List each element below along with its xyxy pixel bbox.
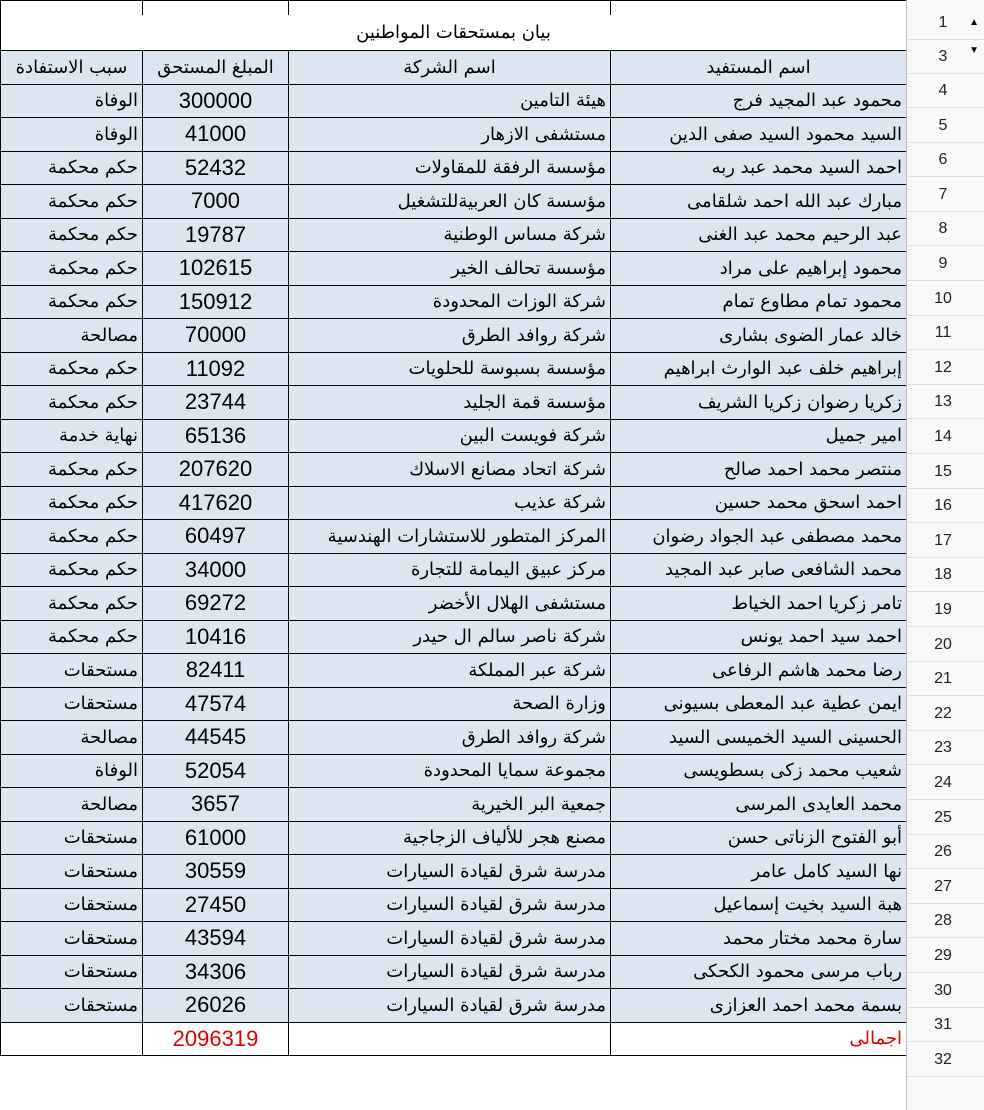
cell-amount[interactable]: 7000 bbox=[143, 185, 289, 219]
table-row bbox=[1, 754, 907, 788]
cell-name[interactable]: الحسينى السيد الخميسى السيد bbox=[611, 721, 907, 755]
cell-reason[interactable]: حكم محكمة bbox=[1, 587, 143, 621]
cell-name[interactable]: ايمن عطية عبد المعطى بسيونى bbox=[611, 687, 907, 721]
cell-company[interactable]: مركز عبيق اليمامة للتجارة bbox=[289, 553, 611, 587]
sheet-title[interactable]: بيان بمستحقات المواطنين bbox=[1, 15, 907, 51]
table-row bbox=[1, 721, 907, 755]
cell-reason[interactable]: حكم محكمة bbox=[1, 218, 143, 252]
cell-company[interactable]: هيئة التامين bbox=[289, 84, 611, 118]
row-number[interactable]: 19 bbox=[907, 593, 984, 627]
table-row bbox=[1, 118, 907, 152]
cell-company[interactable]: مستشفى الهلال الأخضر bbox=[289, 587, 611, 621]
table-row bbox=[1, 84, 907, 118]
cell-reason[interactable]: حكم محكمة bbox=[1, 520, 143, 554]
table-row bbox=[1, 453, 907, 487]
cell-name[interactable]: محمد مصطفى عبد الجواد رضوان bbox=[611, 520, 907, 554]
cell-name[interactable]: منتصر محمد احمد صالح bbox=[611, 453, 907, 487]
collapse-down-icon[interactable]: ▼ bbox=[969, 45, 979, 56]
cell-name[interactable]: رباب مرسى محمود الكحكى bbox=[611, 955, 907, 989]
table-row bbox=[1, 285, 907, 319]
cell-name[interactable]: محمد العايدى المرسى bbox=[611, 788, 907, 822]
cell-reason[interactable]: مستحقات bbox=[1, 888, 143, 922]
cell-name[interactable]: احمد السيد محمد عبد ربه bbox=[611, 151, 907, 185]
row-number[interactable]: 21 bbox=[907, 662, 984, 696]
cell-amount[interactable]: 19787 bbox=[143, 218, 289, 252]
cell-reason[interactable]: مستحقات bbox=[1, 989, 143, 1023]
cell-company[interactable]: وزارة الصحة bbox=[289, 687, 611, 721]
table-row bbox=[1, 687, 907, 721]
cell-amount[interactable]: 60497 bbox=[143, 520, 289, 554]
row-number[interactable]: 25 bbox=[907, 801, 984, 835]
cell-company[interactable]: مستشفى الازهار bbox=[289, 118, 611, 152]
cell-company[interactable]: شركة ناصر سالم ال حيدر bbox=[289, 620, 611, 654]
cell-amount[interactable]: 11092 bbox=[143, 352, 289, 386]
cell-amount[interactable]: 10416 bbox=[143, 620, 289, 654]
cell-amount[interactable]: 47574 bbox=[143, 687, 289, 721]
cell-amount[interactable]: 26026 bbox=[143, 989, 289, 1023]
row-number[interactable]: 16 bbox=[907, 489, 984, 523]
cell-company[interactable]: مدرسة شرق لقيادة السيارات bbox=[289, 989, 611, 1023]
cell-amount[interactable]: 52054 bbox=[143, 754, 289, 788]
cell-reason[interactable]: مستحقات bbox=[1, 922, 143, 956]
title-row bbox=[1, 15, 907, 51]
total-row bbox=[1, 1022, 907, 1056]
header-row bbox=[1, 51, 907, 85]
cell-reason[interactable]: مصالحة bbox=[1, 721, 143, 755]
header-company[interactable]: اسم الشركة bbox=[289, 51, 611, 85]
cell-name[interactable]: احمد سيد احمد يونس bbox=[611, 620, 907, 654]
row-number[interactable]: 15 bbox=[907, 455, 984, 489]
cell-reason[interactable]: مصالحة bbox=[1, 788, 143, 822]
cell-company[interactable]: مؤسسة تحالف الخير bbox=[289, 252, 611, 286]
cell-reason[interactable]: الوفاة bbox=[1, 84, 143, 118]
cell-company[interactable]: شركة عبر المملكة bbox=[289, 654, 611, 688]
cell-company[interactable]: مؤسسة قمة الجليد bbox=[289, 386, 611, 420]
cell-name[interactable]: خالد عمار الضوى بشارى bbox=[611, 319, 907, 353]
table-row bbox=[1, 620, 907, 654]
table-row bbox=[1, 989, 907, 1023]
row-number[interactable]: 10 bbox=[907, 282, 984, 316]
cell-name[interactable]: هبة السيد بخيت إسماعيل bbox=[611, 888, 907, 922]
cell-company[interactable]: مدرسة شرق لقيادة السيارات bbox=[289, 855, 611, 889]
cell-reason[interactable]: مستحقات bbox=[1, 687, 143, 721]
cell-company[interactable]: شركة روافد الطرق bbox=[289, 721, 611, 755]
cell-amount[interactable]: 34000 bbox=[143, 553, 289, 587]
row-number[interactable]: 23 bbox=[907, 731, 984, 765]
table-row bbox=[1, 319, 907, 353]
collapse-up-icon[interactable]: ▲ bbox=[969, 17, 979, 28]
cell-company[interactable]: شركة عذيب bbox=[289, 486, 611, 520]
table-row bbox=[1, 654, 907, 688]
cell-amount[interactable]: 65136 bbox=[143, 419, 289, 453]
cell-amount[interactable]: 23744 bbox=[143, 386, 289, 420]
row-number[interactable]: 12 bbox=[907, 351, 984, 385]
cell-total-company[interactable] bbox=[289, 1022, 611, 1056]
cell-reason[interactable]: نهاية خدمة bbox=[1, 419, 143, 453]
top-partial-row bbox=[1, 1, 907, 15]
cell-amount[interactable]: 27450 bbox=[143, 888, 289, 922]
cell-amount[interactable]: 300000 bbox=[143, 84, 289, 118]
cell-amount[interactable]: 61000 bbox=[143, 821, 289, 855]
cell-total-reason[interactable] bbox=[1, 1022, 143, 1056]
cell-company[interactable]: مجموعة سمايا المحدودة bbox=[289, 754, 611, 788]
cell-amount[interactable]: 102615 bbox=[143, 252, 289, 286]
cell-amount[interactable]: 30559 bbox=[143, 855, 289, 889]
row-number[interactable]: 31 bbox=[907, 1008, 984, 1042]
cell-amount[interactable]: 34306 bbox=[143, 955, 289, 989]
cell-reason[interactable]: حكم محكمة bbox=[1, 151, 143, 185]
cell-name[interactable]: عبد الرحيم محمد عبد الغنى bbox=[611, 218, 907, 252]
row-number[interactable]: 20 bbox=[907, 628, 984, 662]
cell-reason[interactable]: حكم محكمة bbox=[1, 453, 143, 487]
header-reason[interactable]: سبب الاستفادة bbox=[1, 51, 143, 85]
row-number[interactable]: 18 bbox=[907, 558, 984, 592]
cell-reason[interactable]: حكم محكمة bbox=[1, 486, 143, 520]
row-number[interactable]: 32 bbox=[907, 1043, 984, 1077]
cell-name[interactable]: محمود عبد المجيد فرج bbox=[611, 84, 907, 118]
cell-amount[interactable]: 3657 bbox=[143, 788, 289, 822]
cell-name[interactable]: زكريا رضوان زكريا الشريف bbox=[611, 386, 907, 420]
table-row bbox=[1, 955, 907, 989]
cell-name[interactable]: رضا محمد هاشم الرفاعى bbox=[611, 654, 907, 688]
cell-company[interactable]: مدرسة شرق لقيادة السيارات bbox=[289, 955, 611, 989]
row-number[interactable]: 7 bbox=[907, 178, 984, 212]
cell-amount[interactable]: 43594 bbox=[143, 922, 289, 956]
cell-reason[interactable]: حكم محكمة bbox=[1, 553, 143, 587]
row-number[interactable]: 3 ▼ bbox=[907, 40, 984, 74]
cell-amount[interactable]: 44545 bbox=[143, 721, 289, 755]
cell-amount[interactable]: 82411 bbox=[143, 654, 289, 688]
row-number[interactable]: 30 bbox=[907, 974, 984, 1008]
table-row bbox=[1, 821, 907, 855]
total-label[interactable]: اجمالى bbox=[611, 1022, 907, 1056]
cell-company[interactable]: شركة روافد الطرق bbox=[289, 319, 611, 353]
cell-reason[interactable]: حكم محكمة bbox=[1, 185, 143, 219]
table-row bbox=[1, 352, 907, 386]
cell-company[interactable]: مؤسسة كان العربيةللتشغيل bbox=[289, 185, 611, 219]
total-amount[interactable]: 2096319 bbox=[143, 1022, 289, 1056]
table-row bbox=[1, 419, 907, 453]
table-row bbox=[1, 185, 907, 219]
cell-company[interactable]: مصنع هجر للألياف الزجاجية bbox=[289, 821, 611, 855]
cell-name[interactable]: محمد الشافعى صابر عبد المجيد bbox=[611, 553, 907, 587]
cell-name[interactable]: بسمة محمد احمد العزازى bbox=[611, 989, 907, 1023]
cell-company[interactable]: شركة الوزات المحدودة bbox=[289, 285, 611, 319]
table-row bbox=[1, 218, 907, 252]
cell-reason[interactable]: حكم محكمة bbox=[1, 386, 143, 420]
cell-amount[interactable]: 70000 bbox=[143, 319, 289, 353]
cell-amount[interactable]: 41000 bbox=[143, 118, 289, 152]
row-number[interactable]: 27 bbox=[907, 870, 984, 904]
row-number[interactable]: 22 bbox=[907, 697, 984, 731]
table-row bbox=[1, 587, 907, 621]
cell-company[interactable]: مدرسة شرق لقيادة السيارات bbox=[289, 888, 611, 922]
cell-reason[interactable]: حكم محكمة bbox=[1, 252, 143, 286]
row-number[interactable]: 29 bbox=[907, 939, 984, 973]
cell-reason[interactable]: الوفاة bbox=[1, 118, 143, 152]
row-number[interactable]: 14 bbox=[907, 420, 984, 454]
row-number[interactable]: 28 bbox=[907, 904, 984, 938]
cell-company[interactable]: مدرسة شرق لقيادة السيارات bbox=[289, 922, 611, 956]
cell-name[interactable]: تامر زكريا احمد الخياط bbox=[611, 587, 907, 621]
row-number[interactable]: 8 bbox=[907, 212, 984, 246]
row-number[interactable]: 4 bbox=[907, 74, 984, 108]
row-number[interactable]: 13 bbox=[907, 385, 984, 419]
cell-name[interactable]: شعيب محمد زكى بسطويسى bbox=[611, 754, 907, 788]
row-number[interactable]: 6 bbox=[907, 143, 984, 177]
cell-name[interactable]: إبراهيم خلف عبد الوارث ابراهيم bbox=[611, 352, 907, 386]
table-row bbox=[1, 520, 907, 554]
cell-company[interactable]: شركة مساس الوطنية bbox=[289, 218, 611, 252]
table-row bbox=[1, 486, 907, 520]
row-number-gutter bbox=[906, 0, 984, 1110]
table-row bbox=[1, 922, 907, 956]
cell-name[interactable]: السيد محمود السيد صفى الدين bbox=[611, 118, 907, 152]
cell-company[interactable]: مؤسسة الرفقة للمقاولات bbox=[289, 151, 611, 185]
cell-company[interactable]: مؤسسة بسبوسة للحلويات bbox=[289, 352, 611, 386]
cell-reason[interactable]: مستحقات bbox=[1, 821, 143, 855]
cell-reason[interactable]: حكم محكمة bbox=[1, 620, 143, 654]
cell-amount[interactable]: 417620 bbox=[143, 486, 289, 520]
cell-name[interactable]: احمد اسحق محمد حسين bbox=[611, 486, 907, 520]
row-number[interactable]: 11 bbox=[907, 316, 984, 350]
cell-reason[interactable]: حكم محكمة bbox=[1, 285, 143, 319]
cell-company[interactable]: المركز المتطور للاستشارات الهندسية bbox=[289, 520, 611, 554]
row-number[interactable]: 26 bbox=[907, 835, 984, 869]
cell-name[interactable]: محمود إبراهيم على مراد bbox=[611, 252, 907, 286]
cell-name[interactable]: امير جميل bbox=[611, 419, 907, 453]
row-number[interactable]: 1 ▲ bbox=[907, 6, 984, 40]
cell-amount[interactable]: 150912 bbox=[143, 285, 289, 319]
cell-reason[interactable]: مستحقات bbox=[1, 654, 143, 688]
row-number[interactable]: 17 bbox=[907, 524, 984, 558]
cell-name[interactable]: مبارك عبد الله احمد شلقامى bbox=[611, 185, 907, 219]
cell-reason[interactable]: حكم محكمة bbox=[1, 352, 143, 386]
table-row bbox=[1, 386, 907, 420]
table-row bbox=[1, 553, 907, 587]
table-row bbox=[1, 151, 907, 185]
cell-company[interactable]: شركة اتحاد مصانع الاسلاك bbox=[289, 453, 611, 487]
table-row bbox=[1, 252, 907, 286]
cell-company[interactable]: شركة فويست البين bbox=[289, 419, 611, 453]
cell-reason[interactable]: مصالحة bbox=[1, 319, 143, 353]
cell-name[interactable]: نها السيد كامل عامر bbox=[611, 855, 907, 889]
table-row bbox=[1, 788, 907, 822]
row-number[interactable]: 24 bbox=[907, 766, 984, 800]
header-amount[interactable]: المبلغ المستحق bbox=[143, 51, 289, 85]
cell-amount[interactable]: 52432 bbox=[143, 151, 289, 185]
cell-company[interactable]: جمعية البر الخيرية bbox=[289, 788, 611, 822]
table-row bbox=[1, 855, 907, 889]
cell-name[interactable]: سارة محمد مختار محمد bbox=[611, 922, 907, 956]
cell-reason[interactable]: مستحقات bbox=[1, 955, 143, 989]
cell-amount[interactable]: 69272 bbox=[143, 587, 289, 621]
table-row bbox=[1, 888, 907, 922]
cell-name[interactable]: أبو الفتوح الزناتى حسن bbox=[611, 821, 907, 855]
row-number[interactable]: 9 bbox=[907, 247, 984, 281]
cell-reason[interactable]: مستحقات bbox=[1, 855, 143, 889]
row-number[interactable]: 5 bbox=[907, 109, 984, 143]
header-name[interactable]: اسم المستفيد bbox=[611, 51, 907, 85]
cell-amount[interactable]: 207620 bbox=[143, 453, 289, 487]
cell-reason[interactable]: الوفاة bbox=[1, 754, 143, 788]
cell-name[interactable]: محمود تمام مطاوع تمام bbox=[611, 285, 907, 319]
